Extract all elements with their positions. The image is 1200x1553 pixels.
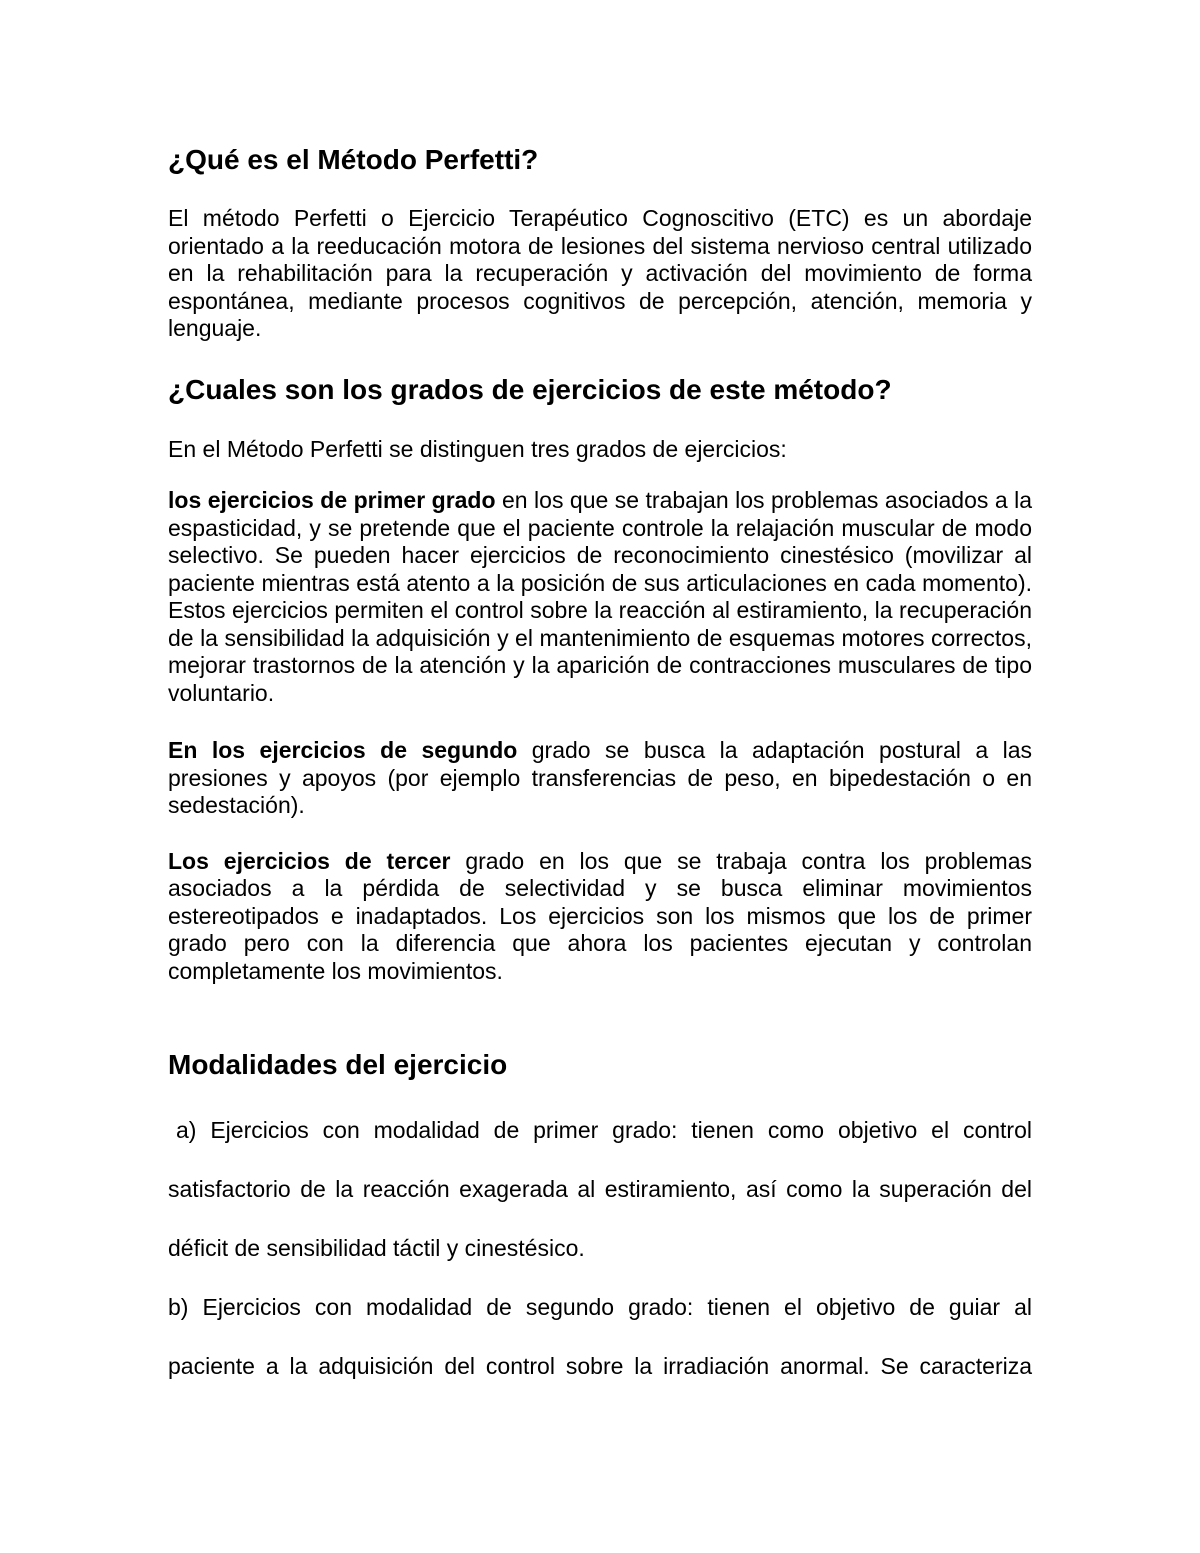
- document-content: [168, 143, 1032, 1396]
- second-grade-lead: En los ejercicios de segundo: [168, 737, 518, 763]
- second-grade-text: grado se busca la adaptación postural a las presiones y apoyos (por ejemplo transferencias de peso, en bipedestación o en sedestación).: [168, 737, 1032, 818]
- paragraph-third-grade: [168, 848, 1032, 986]
- first-grade-lead: los ejercicios de primer grado: [168, 487, 496, 513]
- heading-what-is-metodo-perfetti: ¿Qué es el Método Perfetti?: [168, 144, 539, 175]
- grades-intro-paragraph: En el Método Perfetti se distinguen tres grados de ejercicios:: [168, 435, 787, 462]
- first-grade-text: en los que se trabajan los problemas asociados a la espasticidad, y se pretende que el paciente controle la relajación muscular de modo selectivo. Se pueden hacer ejercicios de reconocimiento cinestésico (movilizar al paciente mientras está atento a la posición de sus articulaciones en cada momento). Estos ejercicios permiten el control sobre la reacción al estiramiento, la recuperación de la sensibilidad la adquisición y el mantenimiento de esquemas motores correctos, mejorar trastornos de la atención y la aparición de contracciones musculares de tipo voluntario.: [168, 487, 1033, 706]
- paragraph-modality-b: b) Ejercicios con modalidad de segundo grado: tienen el objetivo de guiar al paciente a la adquisición del control sobre la irradiación anormal. Se caracteriza: [168, 1294, 1032, 1379]
- third-grade-text: grado en los que se trabaja contra los problemas asociados a la pérdida de selectividad y se busca eliminar movimientos estereotipados e inadaptados. Los ejercicios son los mismos que los de primer grado pero con la diferencia que ahora los pacientes ejecutan y controlan completamente los movimientos.: [168, 847, 1032, 984]
- paragraph-modality-a: a) Ejercicios con modalidad de primer grado: tienen como objetivo el control satisfactorio de la reacción exagerada al estiramiento, así como la superación del déficit de sensibilidad táctil y cinestésico.: [168, 1117, 1032, 1261]
- paragraph-second-grade: [168, 737, 1032, 820]
- intro-paragraph: El método Perfetti o Ejercicio Terapéutico Cognoscitivo (ETC) es un abordaje orientado a la reeducación motora de lesiones del sistema nervioso central utilizado en la rehabilitación para la recuperación y activación del movimiento de forma espontánea, mediante procesos cognitivos de percepción, atención, memoria y lenguaje.: [168, 205, 1032, 341]
- paragraph-first-grade: [168, 487, 1032, 707]
- heading-grades-question: ¿Cuales son los grados de ejercicios de este método?: [168, 373, 892, 405]
- third-grade-lead: Los ejercicios de tercer: [168, 847, 451, 874]
- heading-modalities: Modalidades del ejercicio: [168, 1049, 508, 1080]
